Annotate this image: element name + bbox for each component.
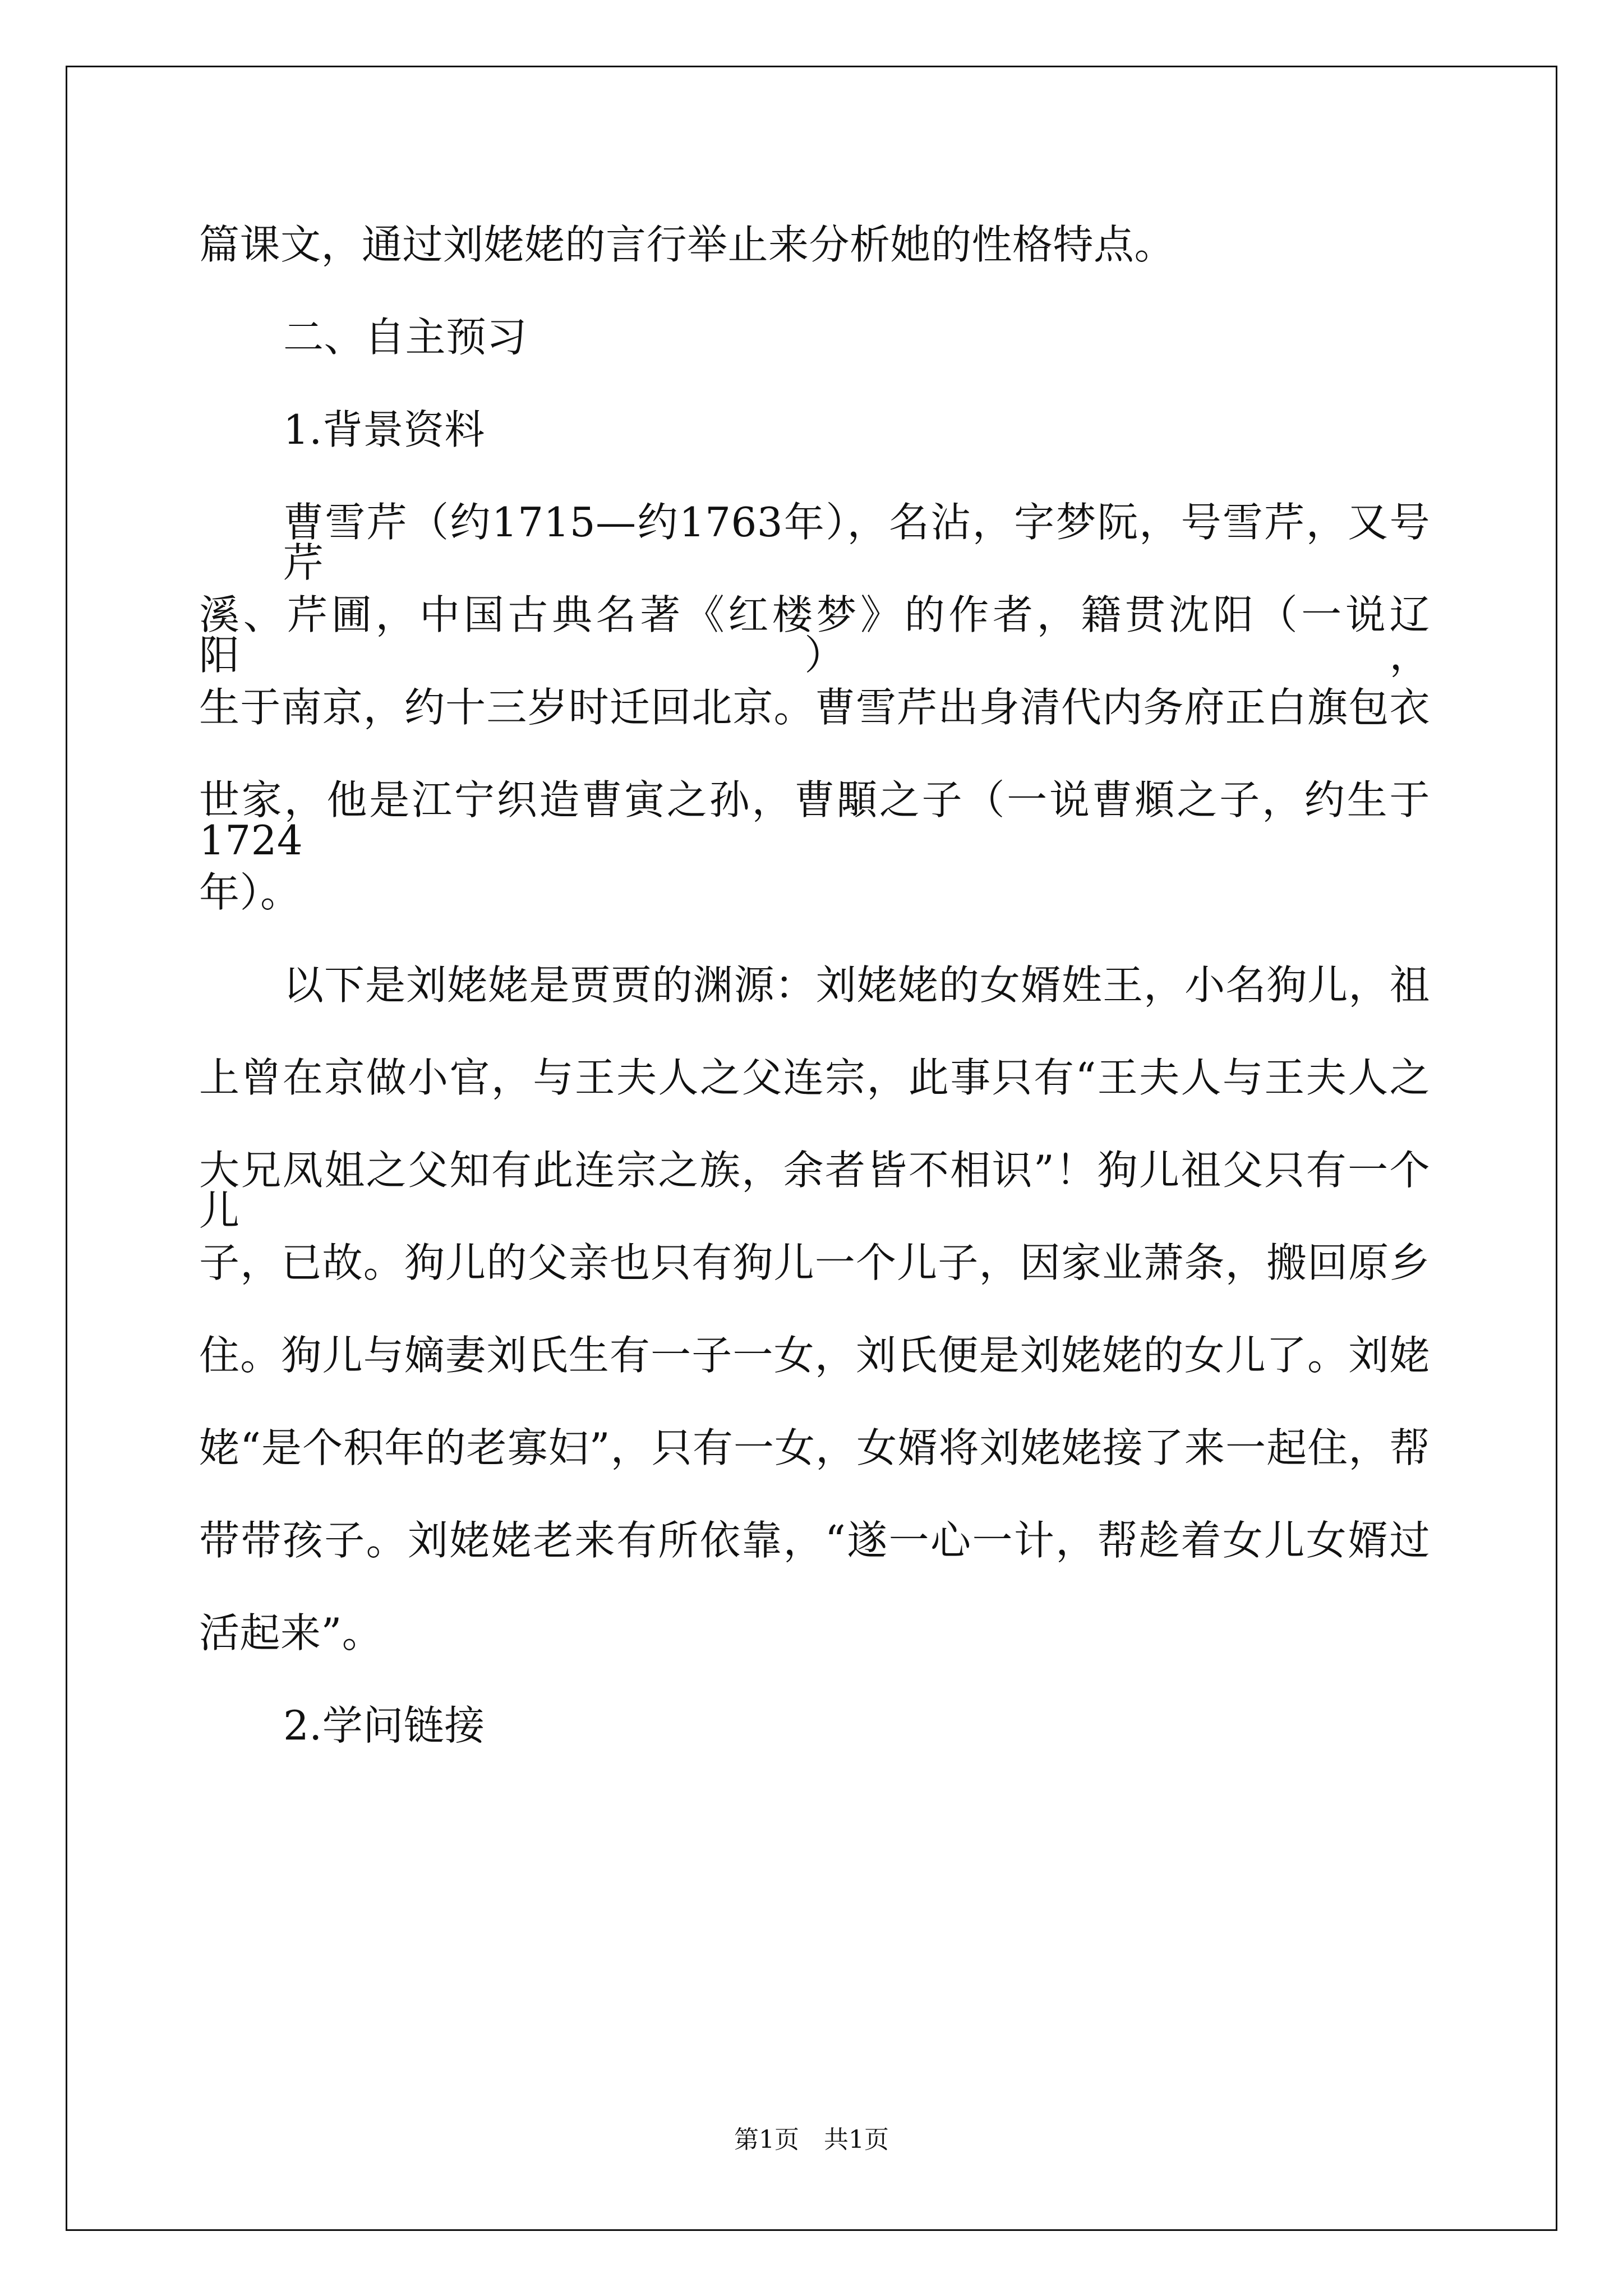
text-line-10: 上曾在京做小官，与王夫人之父连宗，此事只有“王夫人与王夫人之: [199, 1054, 1430, 1101]
text-line-5: 溪、芹圃，中国古典名著《红楼梦》的作者，籍贯沈阳（一说辽阳），: [199, 591, 1430, 679]
text-line-4: 曹雪芹（约1715—约1763年），名沾，字梦阮，号雪芹，又号芹: [283, 499, 1430, 586]
text-line-15: 带带孩子。刘姥姥老来有所依靠，“遂一心一计，帮趁着女儿女婿过: [199, 1517, 1430, 1564]
text-line-6: 生于南京，约十三岁时迁回北京。曹雪芹出身清代内务府正白旗包衣: [199, 684, 1430, 731]
section-heading-self-study: 二、自主预习: [283, 314, 528, 361]
page-footer: 第1页 共1页: [734, 2125, 889, 2154]
text-line-1: 篇课文，通过刘姥姥的言行举止来分析她的性格特点。: [199, 221, 1175, 268]
text-line-13: 住。狗儿与嫡妻刘氏生有一子一女，刘氏便是刘姥姥的女儿了。刘姥: [199, 1332, 1430, 1379]
text-line-11: 大兄凤姐之父知有此连宗之族，余者皆不相识”！狗儿祖父只有一个儿: [199, 1147, 1430, 1234]
text-line-16: 活起来”。: [199, 1609, 383, 1657]
text-line-7: 世家，他是江宁织造曹寅之孙，曹顒之子（一说曹頫之子，约生于1724: [199, 776, 1430, 864]
text-line-14: 姥“是个积年的老寡妇”，只有一女，女婿将刘姥姥接了来一起住，帮: [199, 1424, 1430, 1471]
subheading-knowledge-link: 2.学问链接: [283, 1702, 485, 1749]
text-line-9: 以下是刘姥姥是贾贾的渊源：刘姥姥的女婿姓王，小名狗儿，祖: [283, 961, 1430, 1009]
text-line-12: 子，已故。狗儿的父亲也只有狗儿一个儿子，因家业萧条，搬回原乡: [199, 1239, 1430, 1286]
text-line-8: 年）。: [199, 869, 301, 916]
subheading-background: 1.背景资料: [283, 406, 485, 453]
